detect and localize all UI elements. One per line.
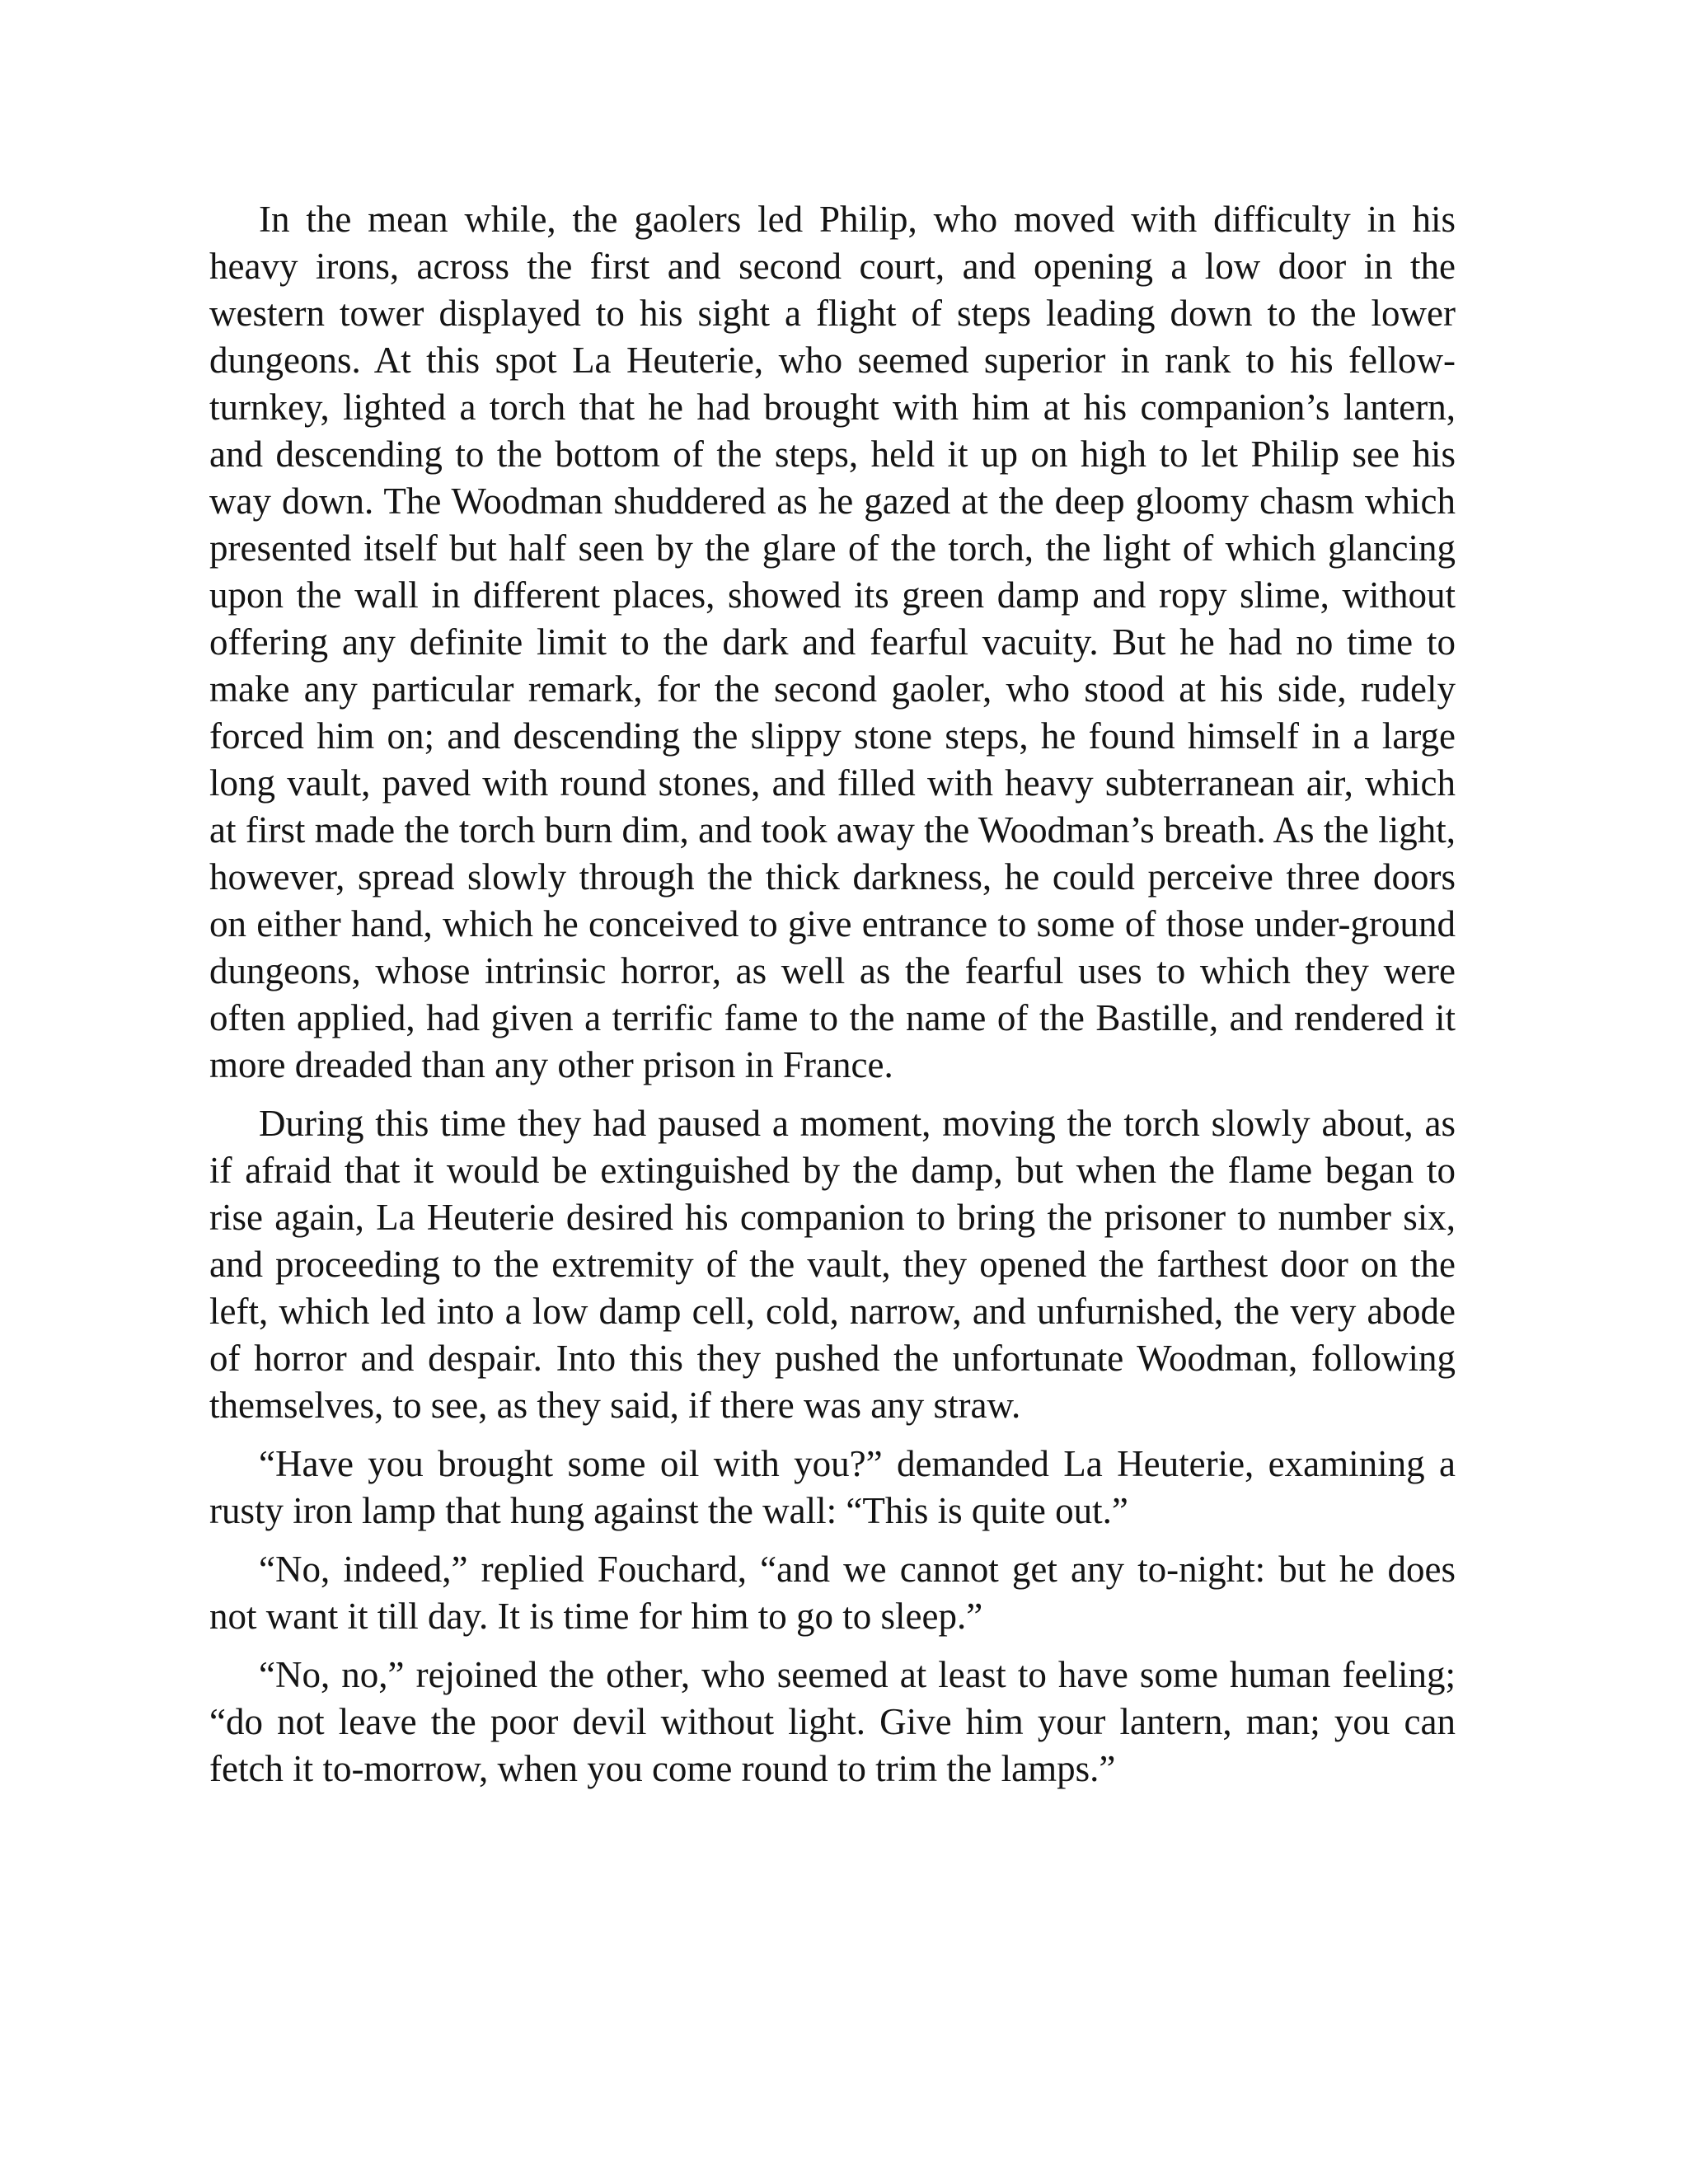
paragraph: “No, no,” rejoined the other, who seemed at least to have some human feeling; “do not leave the poor devil without light. Give him your lantern, man; you can fetch it to-morrow, when you come round to trim the lamps.” [209,1654,1456,1789]
paragraph: “No, indeed,” replied Fouchard, “and we cannot get any to-night: but he does not want it till day. It is time for him to go to sleep.” [209,1549,1456,1637]
paragraph: “Have you brought some oil with you?” demanded La Heuterie, examining a rusty iron lamp that hung against the wall: “This is quite out.” [209,1443,1456,1531]
page-body [209,196,1456,1804]
paragraph: During this time they had paused a moment, moving the torch slowly about, as if afraid that it would be extinguished by the damp, but when the flame began to rise again, La Heuterie desired his companion to bring the prisoner to number six, and proceeding to the extremity of the vault, they opened the farthest door on the left, which led into a low damp cell, cold, narrow, and unfurnished, the very abode of horror and despair. Into this they pushed the unfortunate Woodman, following themselves, to see, as they said, if there was any straw. [209,1103,1456,1426]
paragraph: In the mean while, the gaolers led Philip, who moved with difficulty in his heavy irons, across the first and second court, and opening a low door in the western tower displayed to his sight a flight of steps leading down to the lower dungeons. At this spot La Heuterie, who seemed superior in rank to his fellow-turnkey, lighted a torch that he had brought with him at his companion’s lantern, and descending to the bottom of the steps, held it up on high to let Philip see his way down. The Woodman shuddered as he gazed at the deep gloomy chasm which presented itself but half seen by the glare of the torch, the light of which glancing upon the wall in different places, showed its green damp and ropy slime, without offering any definite limit to the dark and fearful vacuity. But he had no time to make any particular remark, for the second gaoler, who stood at his side, rudely forced him on; and descending the slippy stone steps, he found himself in a large long vault, paved with round stones, and filled with heavy subterranean air, which at first made the torch burn dim, and took away the Woodman’s breath. As the light, however, spread slowly through the thick darkness, he could perceive three doors on either hand, which he conceived to give entrance to some of those under-ground dungeons, whose intrinsic horror, as well as the fearful uses to which they were often applied, had given a terrific fame to the name of the Bastille, and rendered it more dreaded than any other prison in France. [209,199,1456,1085]
